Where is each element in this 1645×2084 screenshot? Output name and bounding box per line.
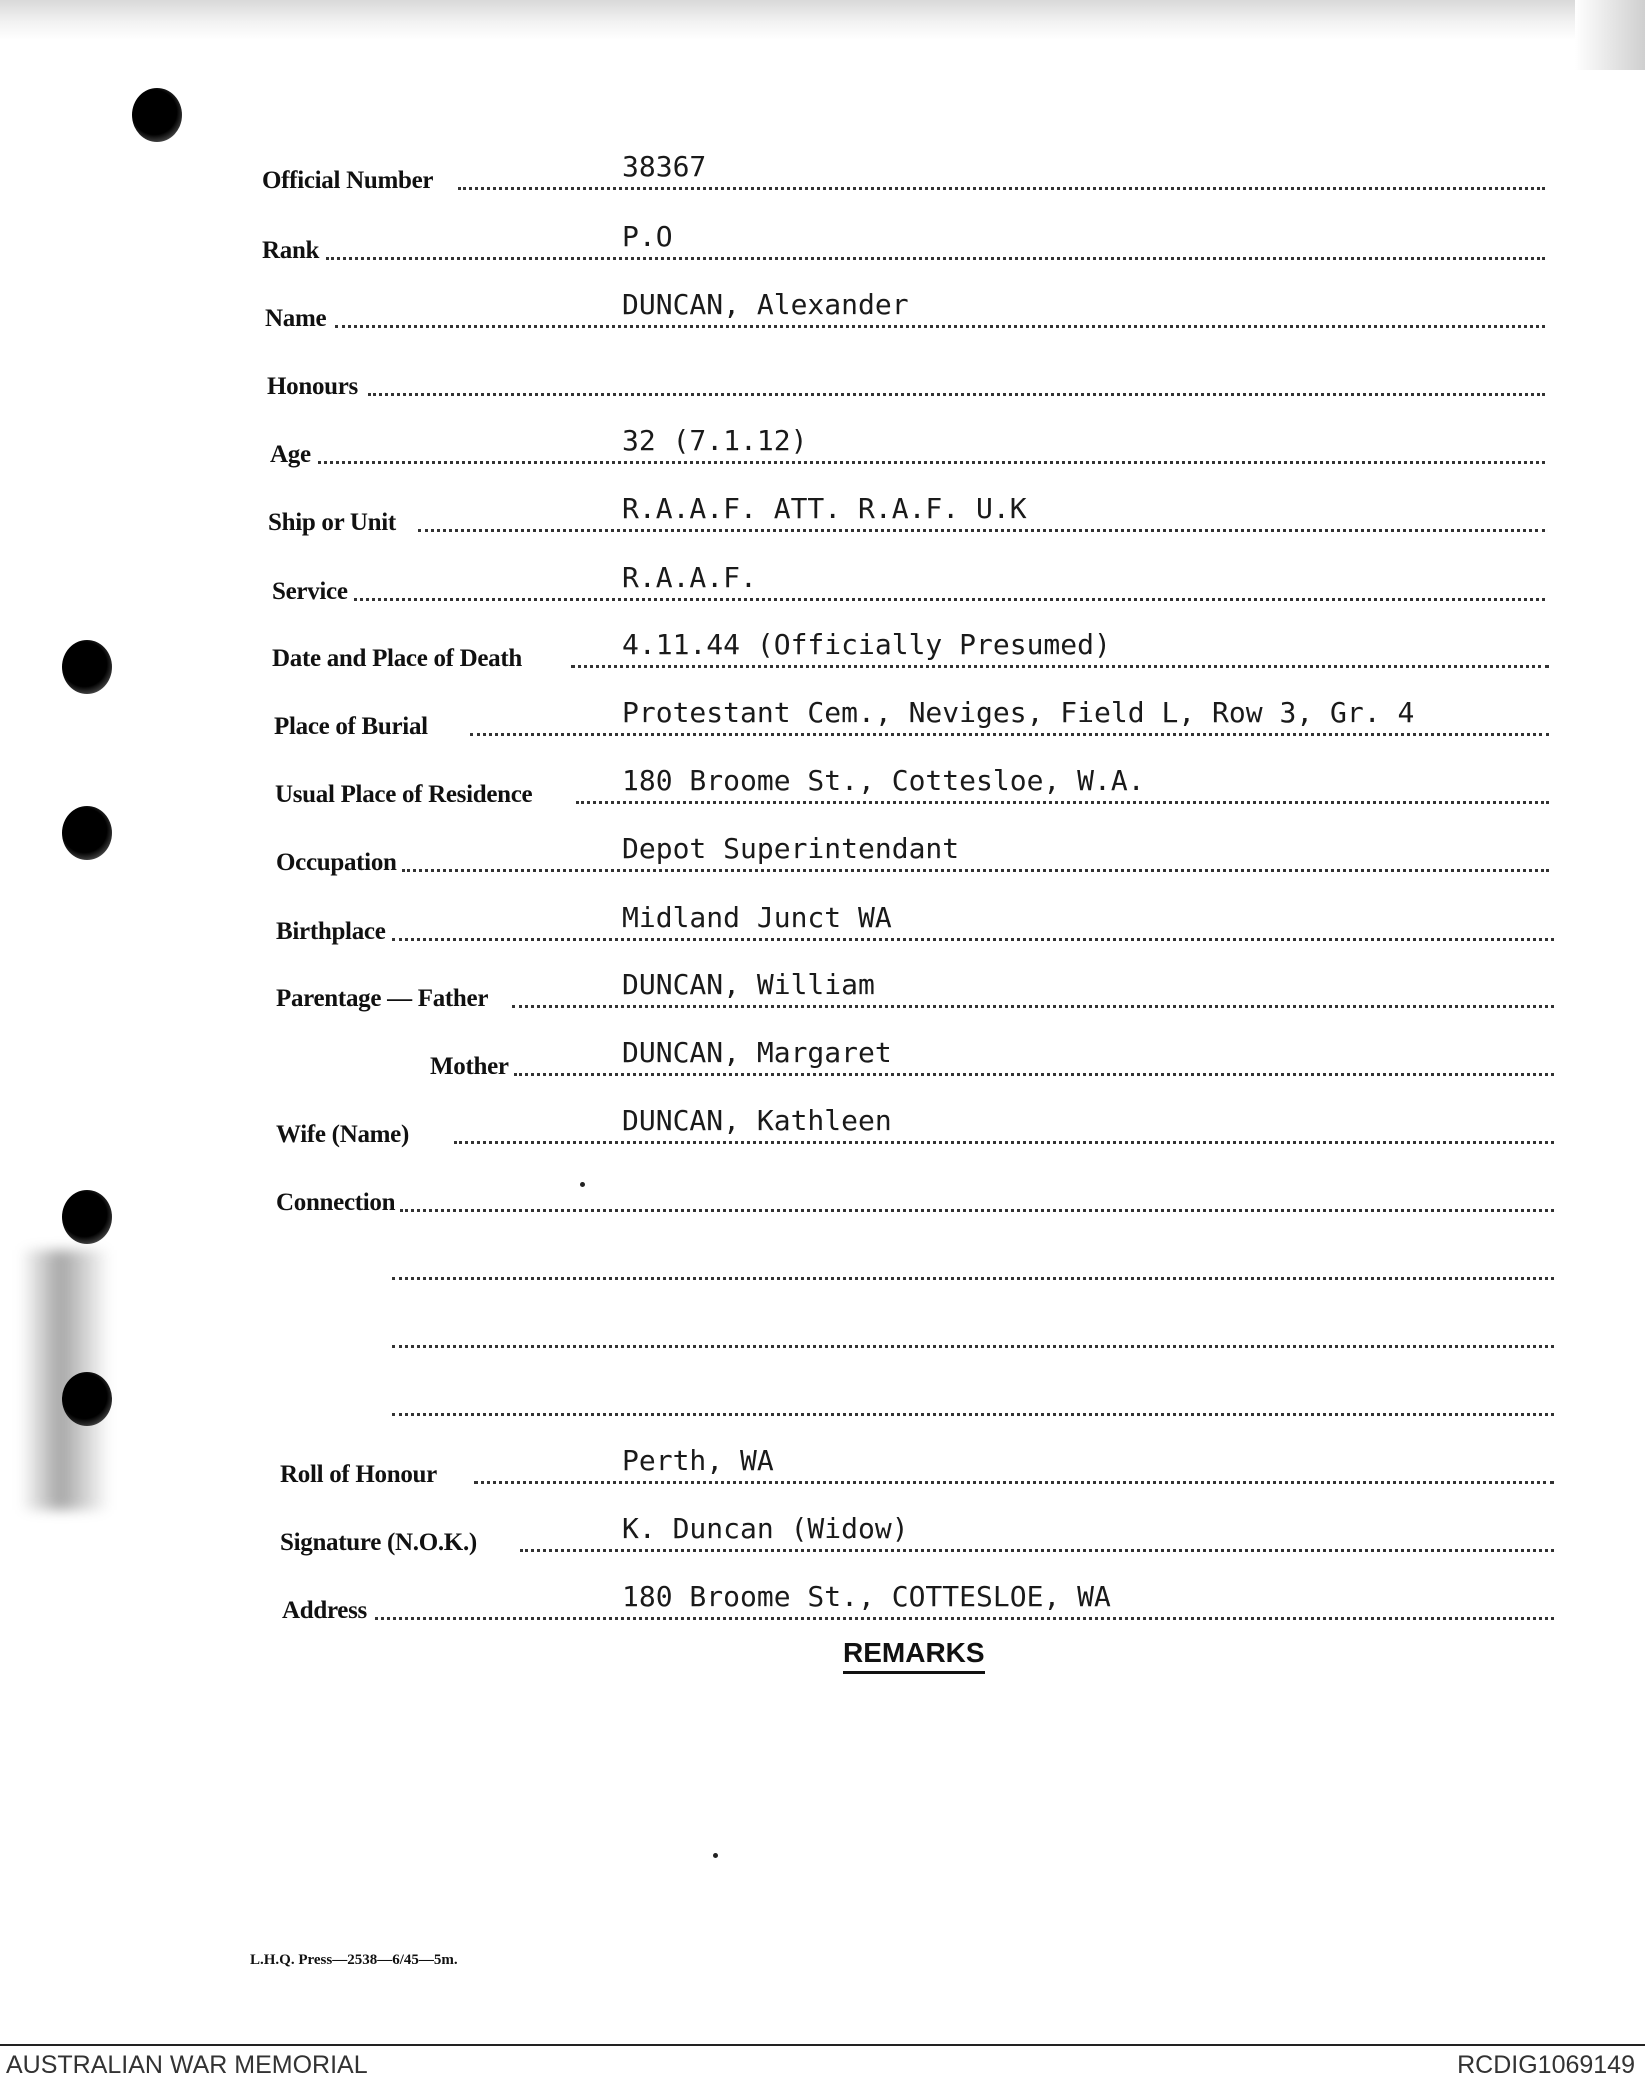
dotted-leader (392, 938, 1554, 941)
field-label: Honours (267, 373, 358, 400)
field-value: P.O (622, 220, 673, 253)
field-label: Connection (276, 1189, 396, 1216)
field-label: Service (272, 578, 348, 605)
field-value: 32 (7.1.12) (622, 424, 808, 457)
field-label: Name (265, 305, 327, 332)
field-label: Date and Place of Death (272, 645, 522, 672)
field-age (0, 400, 1645, 470)
dotted-leader (514, 1073, 1554, 1076)
dotted-leader (520, 1549, 1554, 1552)
dotted-leader (454, 1141, 1554, 1144)
dotted-leader (326, 257, 1545, 260)
field-place-of-burial (0, 672, 1645, 742)
footer-identifier: RCDIG1069149 (1457, 2051, 1635, 2079)
dotted-leader (576, 801, 1549, 804)
dotted-leader (368, 393, 1545, 396)
field-signature (0, 1488, 1645, 1558)
field-label: Signature (N.O.K.) (280, 1529, 477, 1556)
field-label: Ship or Unit (268, 509, 396, 536)
field-address (0, 1556, 1645, 1626)
field-value: 4.11.44 (Officially Presumed) (622, 628, 1111, 661)
scan-edge-corner (1575, 0, 1645, 70)
field-label: Address (282, 1597, 367, 1624)
field-label: Age (270, 441, 311, 468)
field-value: Perth, WA (622, 1444, 774, 1477)
field-value: 180 Broome St., COTTESLOE, WA (622, 1580, 1111, 1613)
dotted-leader (318, 461, 1545, 464)
field-label: Birthplace (276, 918, 386, 945)
dotted-leader (335, 325, 1545, 328)
field-date-place-death (0, 604, 1645, 674)
connection-continuation (0, 1216, 1645, 1286)
press-note: L.H.Q. Press—2538—6/45—5m. (250, 1952, 458, 1968)
field-occupation (0, 808, 1645, 878)
field-name (0, 264, 1645, 334)
field-value: Protestant Cem., Neviges, Field L, Row 3, Gr. 4 (622, 696, 1415, 729)
field-value: DUNCAN, Alexander (622, 288, 909, 321)
field-connection (0, 1148, 1645, 1218)
connection-continuation (0, 1352, 1645, 1422)
field-mother (0, 1012, 1645, 1082)
field-father (0, 944, 1645, 1014)
field-label: Occupation (276, 849, 397, 876)
field-value: DUNCAN, Kathleen (622, 1104, 892, 1137)
dotted-leader (512, 1005, 1554, 1008)
field-value: 38367 (622, 150, 707, 183)
field-value: Depot Superintendant (622, 832, 960, 865)
field-honours (0, 332, 1645, 402)
field-service (0, 537, 1645, 607)
field-label: Official Number (262, 167, 434, 194)
field-official-number (0, 126, 1645, 196)
dotted-leader (418, 529, 1545, 532)
field-roll-of-honour (0, 1420, 1645, 1490)
field-value: DUNCAN, William (622, 968, 875, 1001)
dotted-leader (392, 1345, 1554, 1348)
connection-continuation (0, 1284, 1645, 1354)
dotted-leader (458, 187, 1545, 190)
field-wife (0, 1080, 1645, 1150)
field-value: R.A.A.F. (622, 561, 757, 594)
field-label: Rank (262, 237, 320, 264)
dotted-leader (354, 598, 1545, 601)
scan-edge-top (0, 0, 1645, 40)
ink-speck (713, 1853, 718, 1858)
ink-speck (580, 1182, 585, 1187)
field-usual-residence (0, 740, 1645, 810)
field-value: DUNCAN, Margaret (622, 1036, 892, 1069)
field-rank (0, 196, 1645, 266)
dotted-leader (571, 665, 1549, 668)
field-value: K. Duncan (Widow) (622, 1512, 909, 1545)
dotted-leader (400, 1209, 1554, 1212)
field-value: 180 Broome St., Cottesloe, W.A. (622, 764, 1145, 797)
dotted-leader (392, 1277, 1554, 1280)
field-label: Roll of Honour (280, 1461, 437, 1488)
field-label: Parentage — Father (276, 985, 489, 1012)
field-label: Mother (430, 1053, 509, 1080)
field-value: R.A.A.F. ATT. R.A.F. U.K (622, 492, 1027, 525)
dotted-leader (470, 733, 1549, 736)
archive-footer (0, 2044, 1645, 2084)
field-label: Wife (Name) (276, 1121, 409, 1148)
remarks-heading: REMARKS (843, 1636, 985, 1674)
dotted-leader (474, 1481, 1554, 1484)
field-ship-or-unit (0, 468, 1645, 538)
field-birthplace (0, 877, 1645, 947)
field-label: Place of Burial (274, 713, 428, 740)
field-value: Midland Junct WA (622, 901, 892, 934)
dotted-leader (375, 1617, 1554, 1620)
dotted-leader (402, 869, 1549, 872)
field-label: Usual Place of Residence (275, 781, 533, 808)
dotted-leader (392, 1413, 1554, 1416)
footer-source: AUSTRALIAN WAR MEMORIAL (6, 2051, 368, 2079)
